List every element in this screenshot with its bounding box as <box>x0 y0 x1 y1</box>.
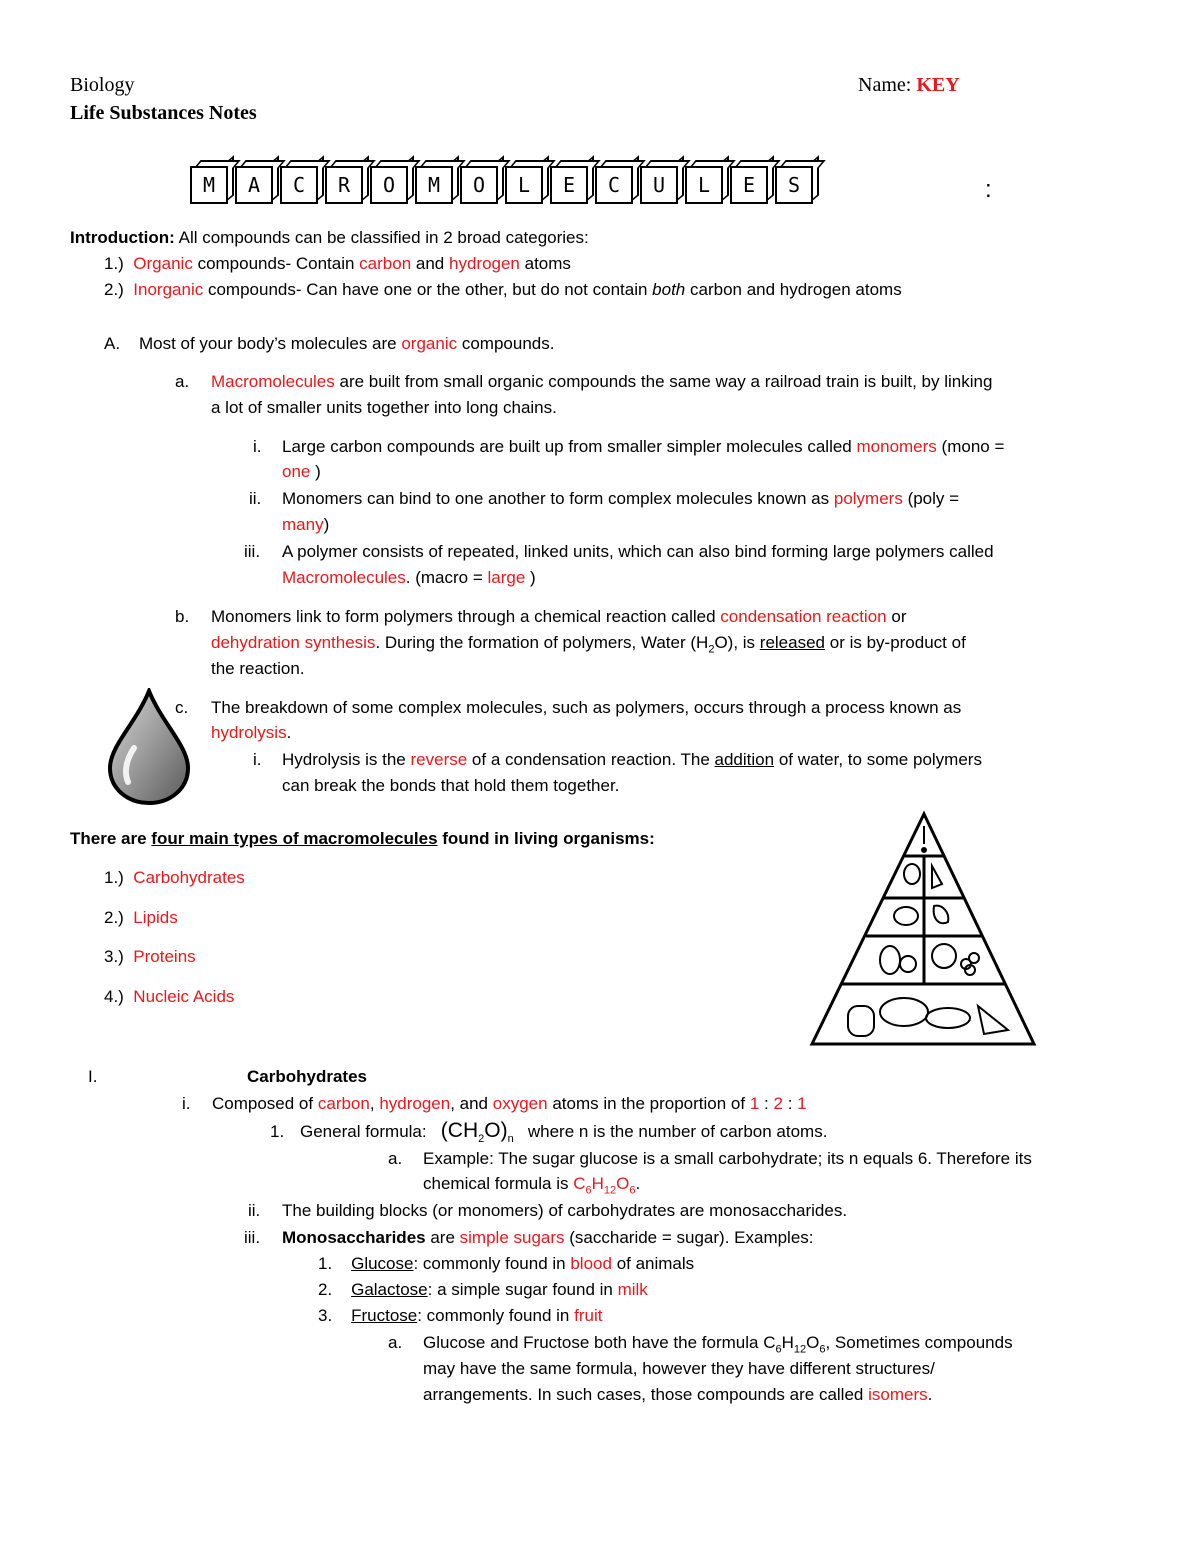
food-pyramid-icon <box>808 808 1040 1052</box>
macromolecules-banner <box>190 160 817 202</box>
name-value: KEY <box>916 74 960 96</box>
keyword: Macromolecules <box>211 372 335 391</box>
subscript: 2 <box>708 643 715 656</box>
sugar-item-2 <box>318 1280 648 1300</box>
sub-i-line2 <box>282 462 321 482</box>
text: ) <box>323 515 330 534</box>
text: Most of your body’s molecules are <box>138 334 397 353</box>
letter-block <box>235 160 277 202</box>
text: or is by-product of <box>829 633 966 652</box>
subscript: 6 <box>585 1184 592 1197</box>
sub-b-line1 <box>211 607 906 627</box>
letter-block-letter: L <box>685 166 723 204</box>
keyword: one <box>282 462 311 481</box>
list-number: 1.) <box>104 254 124 273</box>
sub-b-line3: the reaction. <box>211 659 305 678</box>
text: or <box>891 607 907 626</box>
sub-ii-line2 <box>282 515 329 535</box>
type-item-4 <box>104 987 234 1007</box>
text: (saccharide = sugar). Examples: <box>569 1228 814 1247</box>
letter-block <box>280 160 322 202</box>
marker: ii. <box>249 489 262 508</box>
name-field <box>858 74 960 97</box>
text: . (macro = <box>405 568 483 587</box>
type-label: Lipids <box>133 908 178 927</box>
formula <box>440 1119 514 1146</box>
text: are <box>430 1228 455 1247</box>
letter-block-letter: U <box>640 166 678 204</box>
formula-part: H <box>781 1333 794 1352</box>
text: Monomers can bind to one another to form complex molecules known as <box>282 489 830 508</box>
text: (mono = <box>941 437 1005 456</box>
text: : a simple sugar found in <box>427 1280 613 1299</box>
text: . <box>927 1385 933 1404</box>
carbs-composition <box>212 1094 807 1114</box>
marker: c. <box>175 698 189 717</box>
keyword: polymers <box>833 489 903 508</box>
letter-block-letter: E <box>730 166 768 204</box>
letter-block <box>370 160 412 202</box>
marker: a. <box>175 372 190 391</box>
letter-block <box>595 160 637 202</box>
text: Hydrolysis is the <box>282 750 406 769</box>
sub-c-line1: The breakdown of some complex molecules, such as polymers, occurs through a process known as <box>211 698 962 717</box>
text: There are <box>70 829 147 848</box>
ratio-value: 1 <box>749 1094 760 1113</box>
text: Composed of <box>212 1094 314 1113</box>
type-label: Nucleic Acids <box>133 987 235 1006</box>
keyword: carbon <box>317 1094 370 1113</box>
marker: 1. <box>270 1122 285 1141</box>
keyword: Macromolecules <box>282 568 406 587</box>
keyword: reverse <box>410 750 468 769</box>
keyword: carbon <box>359 254 412 273</box>
intro-label: Introduction: <box>70 228 175 247</box>
sugar-item-1 <box>318 1254 694 1274</box>
formula-part: (CH <box>440 1119 479 1142</box>
letter-block <box>325 160 367 202</box>
roman-marker: I. <box>88 1067 98 1086</box>
keyword: organic <box>401 334 458 353</box>
sugar-item-3 <box>318 1306 602 1326</box>
formula-part: C <box>573 1174 586 1193</box>
letter-block <box>550 160 592 202</box>
letter-block <box>460 160 502 202</box>
example-line2 <box>423 1174 640 1196</box>
underlined-term: four main types of macromolecules <box>151 829 438 848</box>
emphasis: both <box>652 280 686 299</box>
marker: iii. <box>244 542 261 561</box>
sub-iii-line2 <box>282 568 536 588</box>
text: found in living organisms: <box>442 829 655 848</box>
sub-a-line2: a lot of smaller units together into long chains. <box>211 398 557 417</box>
list-number: 2. <box>318 1280 333 1299</box>
keyword: dehydration synthesis <box>211 633 376 652</box>
list-number: 1.) <box>104 868 124 887</box>
intro-text: All compounds can be classified in 2 broad categories: <box>178 228 589 247</box>
subscript: n <box>507 1133 514 1146</box>
marker: a. <box>388 1149 403 1168</box>
text: of animals <box>616 1254 695 1273</box>
banner-colon: : <box>985 176 992 203</box>
marker: b. <box>175 607 190 626</box>
text: O), is <box>714 633 756 652</box>
sub-c-i-line2: can break the bonds that hold them together. <box>282 776 620 795</box>
ratio-value: 2 <box>773 1094 783 1113</box>
letter-block-letter: M <box>190 166 228 204</box>
monosaccharides-line <box>282 1228 814 1248</box>
letter-block-letter: O <box>460 166 498 204</box>
general-formula <box>300 1119 827 1145</box>
sub-c-line2 <box>211 723 291 743</box>
formula-part: H <box>591 1174 604 1193</box>
sub-i-line1 <box>282 437 1004 457</box>
text: : commonly found in <box>417 1306 570 1325</box>
sub-iii-line1: A polymer consists of repeated, linked units, which can also bind forming large polymers called <box>282 542 994 561</box>
keyword: large <box>487 568 526 587</box>
intro-line <box>70 228 589 248</box>
sugar-name: Fructose <box>351 1306 418 1325</box>
letter-block-letter: M <box>415 166 453 204</box>
isomers-line3 <box>423 1385 932 1405</box>
marker: ii. <box>248 1201 261 1220</box>
building-blocks-line: The building blocks (or monomers) of carbohydrates are monosaccharides. <box>282 1201 848 1220</box>
list-number: 2.) <box>104 908 124 927</box>
text: General formula: <box>300 1122 427 1141</box>
keyword: monomers <box>856 437 937 456</box>
text: Large carbon compounds are built up from smaller simpler molecules called <box>282 437 852 456</box>
keyword: blood <box>570 1254 612 1273</box>
keyword: milk <box>617 1280 648 1299</box>
sub-b-line2 <box>211 633 966 655</box>
marker: a. <box>388 1333 403 1352</box>
text: . <box>635 1174 641 1193</box>
ratio-value: 1 <box>797 1094 807 1113</box>
formula-part: O <box>806 1333 820 1352</box>
text: of water, to some polymers <box>778 750 982 769</box>
letter-block <box>190 160 232 202</box>
text: are built from small organic compounds the same way a railroad train is built, by linking <box>339 372 993 391</box>
text: arrangements. In such cases, those compounds are called <box>423 1385 864 1404</box>
sugar-name: Glucose <box>351 1254 414 1273</box>
type-item-1 <box>104 868 245 888</box>
isomers-line2: may have the same formula, however they have different structures/ <box>423 1359 935 1378</box>
intro-item-2 <box>104 280 902 300</box>
subscript: 6 <box>775 1343 782 1356</box>
letter-block-letter: R <box>325 166 363 204</box>
text: compounds- Can have one or the other, but do not contain <box>207 280 648 299</box>
keyword: hydrogen <box>449 254 520 273</box>
text: Monomers link to form polymers through a chemical reaction called <box>211 607 716 626</box>
section-a <box>104 334 554 354</box>
text: and <box>415 254 445 273</box>
name-label: Name: <box>858 74 912 96</box>
text: , and <box>450 1094 489 1113</box>
letter-block-letter: C <box>280 166 318 204</box>
letter-block <box>640 160 682 202</box>
text: compounds. <box>461 334 555 353</box>
type-label: Proteins <box>133 947 196 966</box>
term: Inorganic <box>133 280 204 299</box>
subscript: 6 <box>819 1343 826 1356</box>
text: ) <box>530 568 536 587</box>
text: , Sometimes compounds <box>825 1333 1013 1352</box>
keyword: hydrolysis <box>211 723 287 742</box>
list-number: 2.) <box>104 280 124 299</box>
list-number: 3.) <box>104 947 124 966</box>
subscript: 12 <box>793 1343 807 1356</box>
sub-a-line1 <box>211 372 992 392</box>
notes-title: Life Substances Notes <box>70 102 257 124</box>
text: compounds- Contain <box>197 254 355 273</box>
underlined-term: addition <box>714 750 775 769</box>
marker: A. <box>104 334 121 353</box>
letter-block-letter: L <box>505 166 543 204</box>
text: of a condensation reaction. The <box>471 750 710 769</box>
keyword: many <box>282 515 324 534</box>
text: . During the formation of polymers, Water (H <box>375 633 709 652</box>
formula-part: O) <box>484 1119 508 1142</box>
sub-c-i-line1 <box>282 750 982 770</box>
letter-block-letter: A <box>235 166 273 204</box>
example-line1: Example: The sugar glucose is a small carbohydrate; its n equals 6. Therefore its <box>423 1149 1032 1168</box>
text: atoms in the proportion of <box>552 1094 746 1113</box>
ratio-colon: : <box>787 1094 793 1113</box>
letter-block-letter: S <box>775 166 813 204</box>
list-number: 1. <box>318 1254 333 1273</box>
keyword: isomers <box>868 1385 928 1404</box>
list-number: 4.) <box>104 987 124 1006</box>
letter-block <box>685 160 727 202</box>
letter-block <box>415 160 457 202</box>
underlined-term: released <box>759 633 825 652</box>
marker: i. <box>253 750 262 769</box>
formula-part: O <box>616 1174 630 1193</box>
letter-block <box>775 160 817 202</box>
glucose-formula <box>573 1174 636 1197</box>
list-number: 3. <box>318 1306 333 1325</box>
sub-ii-line1 <box>282 489 959 509</box>
four-types-heading <box>70 829 655 849</box>
term: Organic <box>133 254 193 273</box>
keyword: simple sugars <box>459 1228 565 1247</box>
text: . <box>286 723 292 742</box>
subscript: 12 <box>603 1184 617 1197</box>
sugar-name: Galactose <box>351 1280 428 1299</box>
isomers-line1 <box>423 1333 1013 1355</box>
text: where n is the number of carbon atoms. <box>527 1122 828 1141</box>
carbs-heading: Carbohydrates <box>247 1067 367 1086</box>
letter-block-letter: O <box>370 166 408 204</box>
keyword: hydrogen <box>379 1094 451 1113</box>
text: , <box>369 1094 375 1113</box>
subject-label: Biology <box>70 74 135 96</box>
keyword: oxygen <box>492 1094 548 1113</box>
text: atoms <box>524 254 571 273</box>
subscript: 6 <box>629 1184 636 1197</box>
text: : commonly found in <box>413 1254 566 1273</box>
type-label: Carbohydrates <box>133 868 245 887</box>
intro-item-1 <box>104 254 571 274</box>
text: (poly = <box>907 489 960 508</box>
letter-block <box>730 160 772 202</box>
text: chemical formula is <box>423 1174 569 1193</box>
text: Glucose and Fructose both have the formula C <box>423 1333 776 1352</box>
type-item-2 <box>104 908 178 928</box>
text: carbon and hydrogen atoms <box>690 280 902 299</box>
type-item-3 <box>104 947 196 967</box>
keyword: fruit <box>574 1306 603 1325</box>
marker: i. <box>182 1094 191 1113</box>
letter-block-letter: E <box>550 166 588 204</box>
letter-block <box>505 160 547 202</box>
marker: iii. <box>244 1228 261 1247</box>
subscript: 2 <box>478 1133 485 1146</box>
keyword: condensation reaction <box>720 607 887 626</box>
marker: i. <box>253 437 262 456</box>
bold-term: Monosaccharides <box>282 1228 426 1247</box>
ratio-colon: : <box>764 1094 769 1113</box>
letter-block-letter: C <box>595 166 633 204</box>
text: ) <box>315 462 321 481</box>
